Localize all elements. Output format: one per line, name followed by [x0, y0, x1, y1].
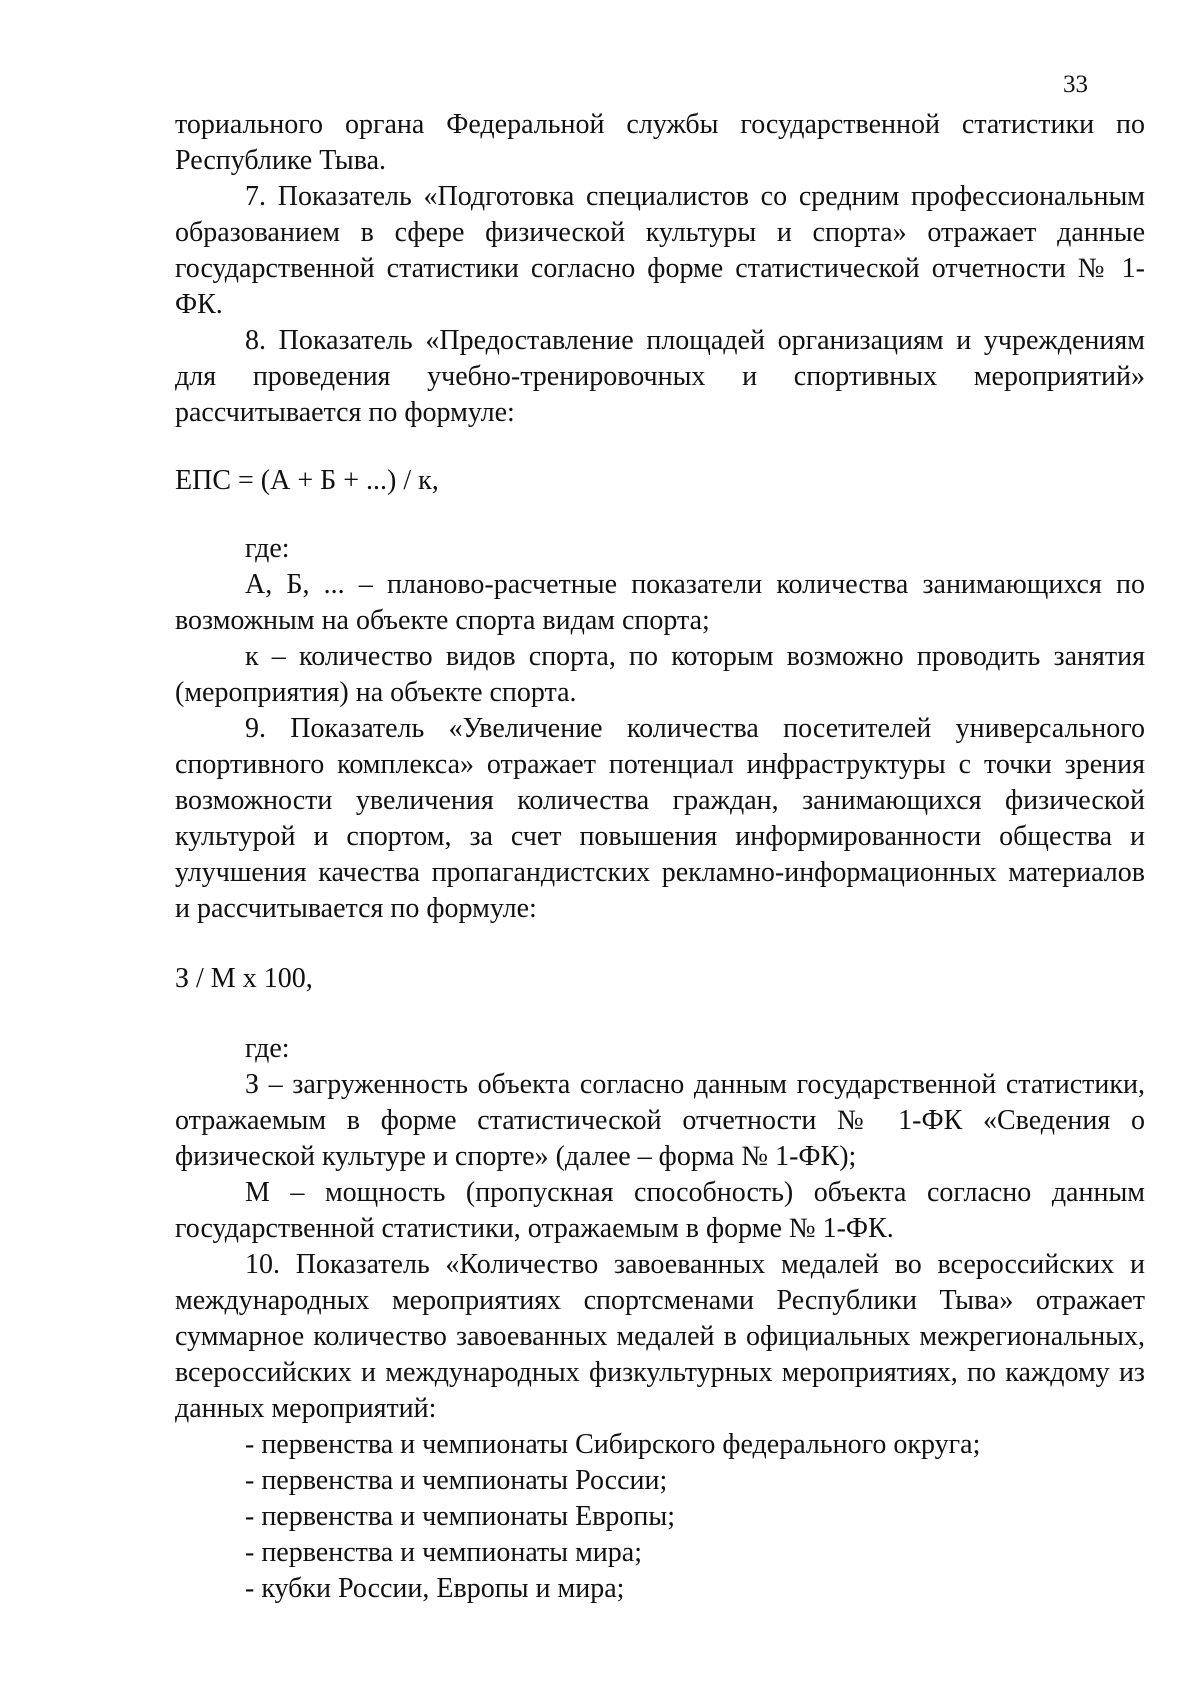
paragraph-10: 10. Показатель «Количество завоеванных медалей во всероссийских и международных мероприятиях спортсменами Республики Тыва» отражает суммарное количество завоеванных медалей в официальных межрегиональных, всероссийских и международных физкультурных мероприятиях, по каждому из данных мероприятий:	[175, 1249, 1145, 1424]
paragraph-9: 9. Показатель «Увеличение количества посетителей универсального спортивного комплекса» отражает потенциал инфраструктуры с точки зрения возможности увеличения количества граждан, занимающихся физической культурой и спортом, за счет повышения информированности общества и улучшения качества пропагандистских рекламно-информационных материалов и рассчитывается по формуле:	[175, 713, 1145, 924]
formula-z-m: З / М х 100,	[175, 963, 313, 994]
paragraph-7: 7. Показатель «Подготовка специалистов со средним профессиональным образованием в сфере физической культуры и спорта» отражает данные государственной статистики согласно форме статистической отчетности № 1-ФК.	[175, 181, 1145, 320]
paragraph-continuation: ториального органа Федеральной службы государственной статистики по Республике Тыва.	[175, 109, 1145, 176]
definition-a-b: А, Б, ... – планово-расчетные показатели количества занимающихся по возможным на объекте спорта видам спорта;	[175, 569, 1145, 636]
document-body	[175, 107, 1145, 1607]
definition-m: М – мощность (пропускная способность) объекта согласно данным государственной статистики, отражаемым в форме № 1-ФК.	[175, 1177, 1145, 1244]
definition-z: З – загруженность объекта согласно данным государственной статистики, отражаемым в форме статистической отчетности № 1-ФК «Сведения о физической культуре и спорте» (далее – форма № 1-ФК);	[175, 1069, 1145, 1172]
definition-k: к – количество видов спорта, по которым возможно проводить занятия (мероприятия) на объекте спорта.	[175, 641, 1145, 708]
list-item: - первенства и чемпионаты России;	[245, 1465, 668, 1496]
where-label-1: где:	[245, 533, 290, 564]
list-item: - кубки России, Европы и мира;	[245, 1573, 625, 1604]
page-number: 33	[1063, 71, 1088, 98]
list-item: - первенства и чемпионаты мира;	[245, 1537, 642, 1568]
paragraph-8: 8. Показатель «Предоставление площадей организациям и учреждениям для проведения учебно-тренировочных и спортивных мероприятий» рассчитывается по формуле:	[175, 325, 1145, 428]
list-item: - первенства и чемпионаты Сибирского федерального округа;	[245, 1429, 981, 1460]
where-label-2: где:	[245, 1033, 290, 1064]
formula-eps: ЕПС = (А + Б + ...) / к,	[175, 465, 439, 496]
list-item: - первенства и чемпионаты Европы;	[245, 1501, 675, 1532]
